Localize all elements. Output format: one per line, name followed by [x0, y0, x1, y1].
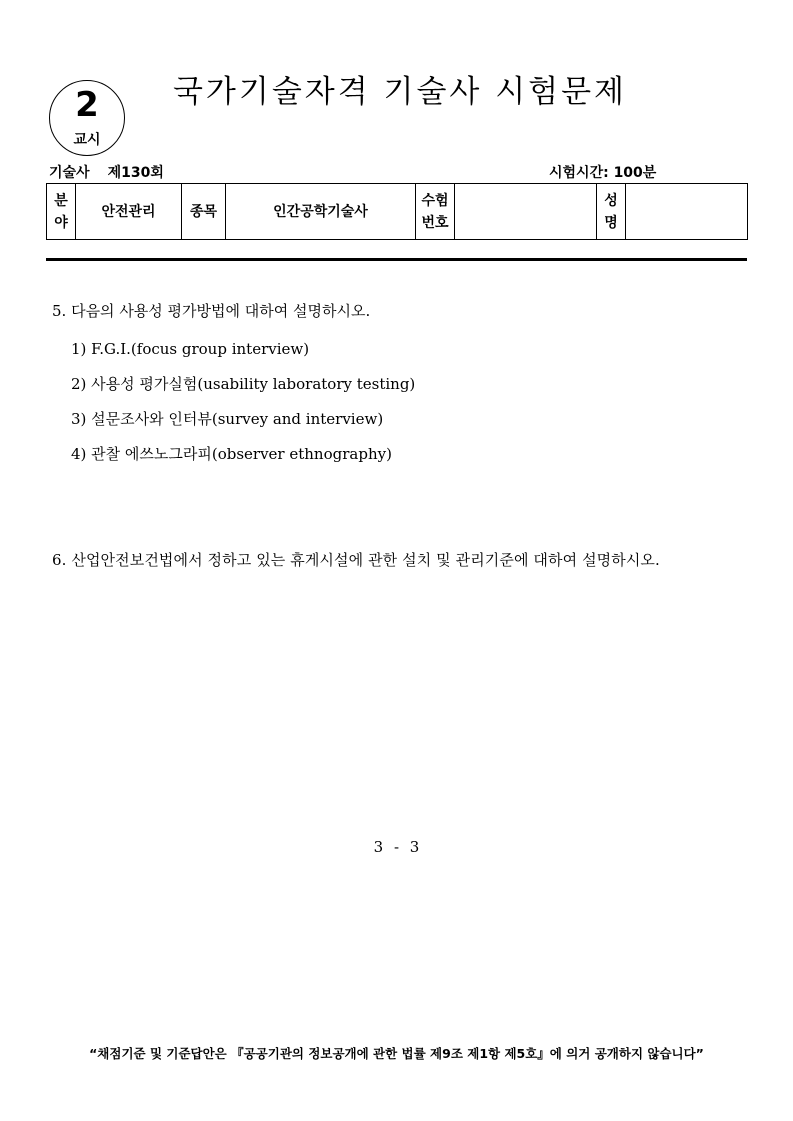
page-number: 3 - 3: [373, 838, 420, 856]
question-5: 5. 다음의 사용성 평가방법에 대하여 설명하시오.: [52, 302, 371, 320]
exam-title: 국가기술자격 기술사 시험문제: [172, 74, 627, 110]
header-divider: [46, 258, 747, 261]
type-value: 인간공학기술사: [226, 184, 416, 240]
exam-category-round: [49, 163, 164, 183]
name-label-cell: [597, 184, 626, 240]
field-label-cell: [47, 184, 76, 240]
question-6: 6. 산업안전보건법에서 정하고 있는 휴게시설에 관한 설치 및 관리기준에 대하여 설명하시오.: [52, 551, 660, 569]
question-5-item-3: 3) 설문조사와 인터뷰(survey and interview): [71, 410, 384, 428]
question-5-item-2: 2) 사용성 평가실험(usability laboratory testing): [71, 375, 416, 393]
exam-number-value[interactable]: [455, 184, 597, 240]
exam-number-label-top: 수험: [421, 192, 449, 209]
field-label-bottom: 야: [54, 214, 68, 231]
session-number: 2: [75, 85, 99, 125]
field-label-top: 분: [54, 192, 68, 209]
session-label: 교시: [73, 132, 101, 148]
exam-category: 기술사: [49, 165, 90, 181]
exam-round: 제130회: [107, 165, 164, 181]
field-value: 안전관리: [76, 184, 182, 240]
name-value[interactable]: [626, 184, 748, 240]
question-5-item-1: 1) F.G.I.(focus group interview): [71, 340, 310, 358]
name-label-top: 성: [604, 192, 618, 209]
exam-number-label-bottom: 번호: [421, 214, 449, 231]
session-badge: [49, 80, 125, 156]
question-5-item-4: 4) 관찰 에쓰노그라피(observer ethnography): [71, 445, 392, 463]
exam-number-label-cell: [416, 184, 455, 240]
exam-time: 시험시간: 100분: [549, 165, 657, 181]
footer-disclaimer: “채점기준 및 기준답안은 『공공기관의 정보공개에 관한 법률 제9조 제1항 제5호』에 의거 공개하지 않습니다”: [89, 1046, 704, 1061]
name-label-bottom: 명: [604, 214, 618, 231]
type-label: 종목: [182, 184, 226, 240]
exam-header-table: [46, 183, 748, 240]
